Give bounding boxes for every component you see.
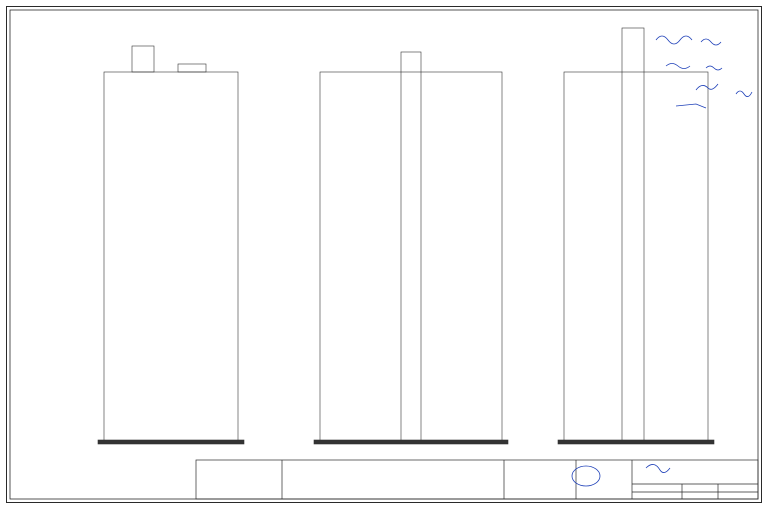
architectural-drawing — [6, 6, 762, 503]
elevation-b — [98, 46, 244, 444]
signature-stamps — [572, 36, 752, 486]
drawing-sheet — [6, 6, 762, 503]
sheet-border — [7, 7, 762, 503]
section-2 — [558, 28, 714, 444]
section-1 — [314, 52, 508, 444]
inner-border — [10, 10, 758, 499]
title-block — [196, 460, 758, 499]
